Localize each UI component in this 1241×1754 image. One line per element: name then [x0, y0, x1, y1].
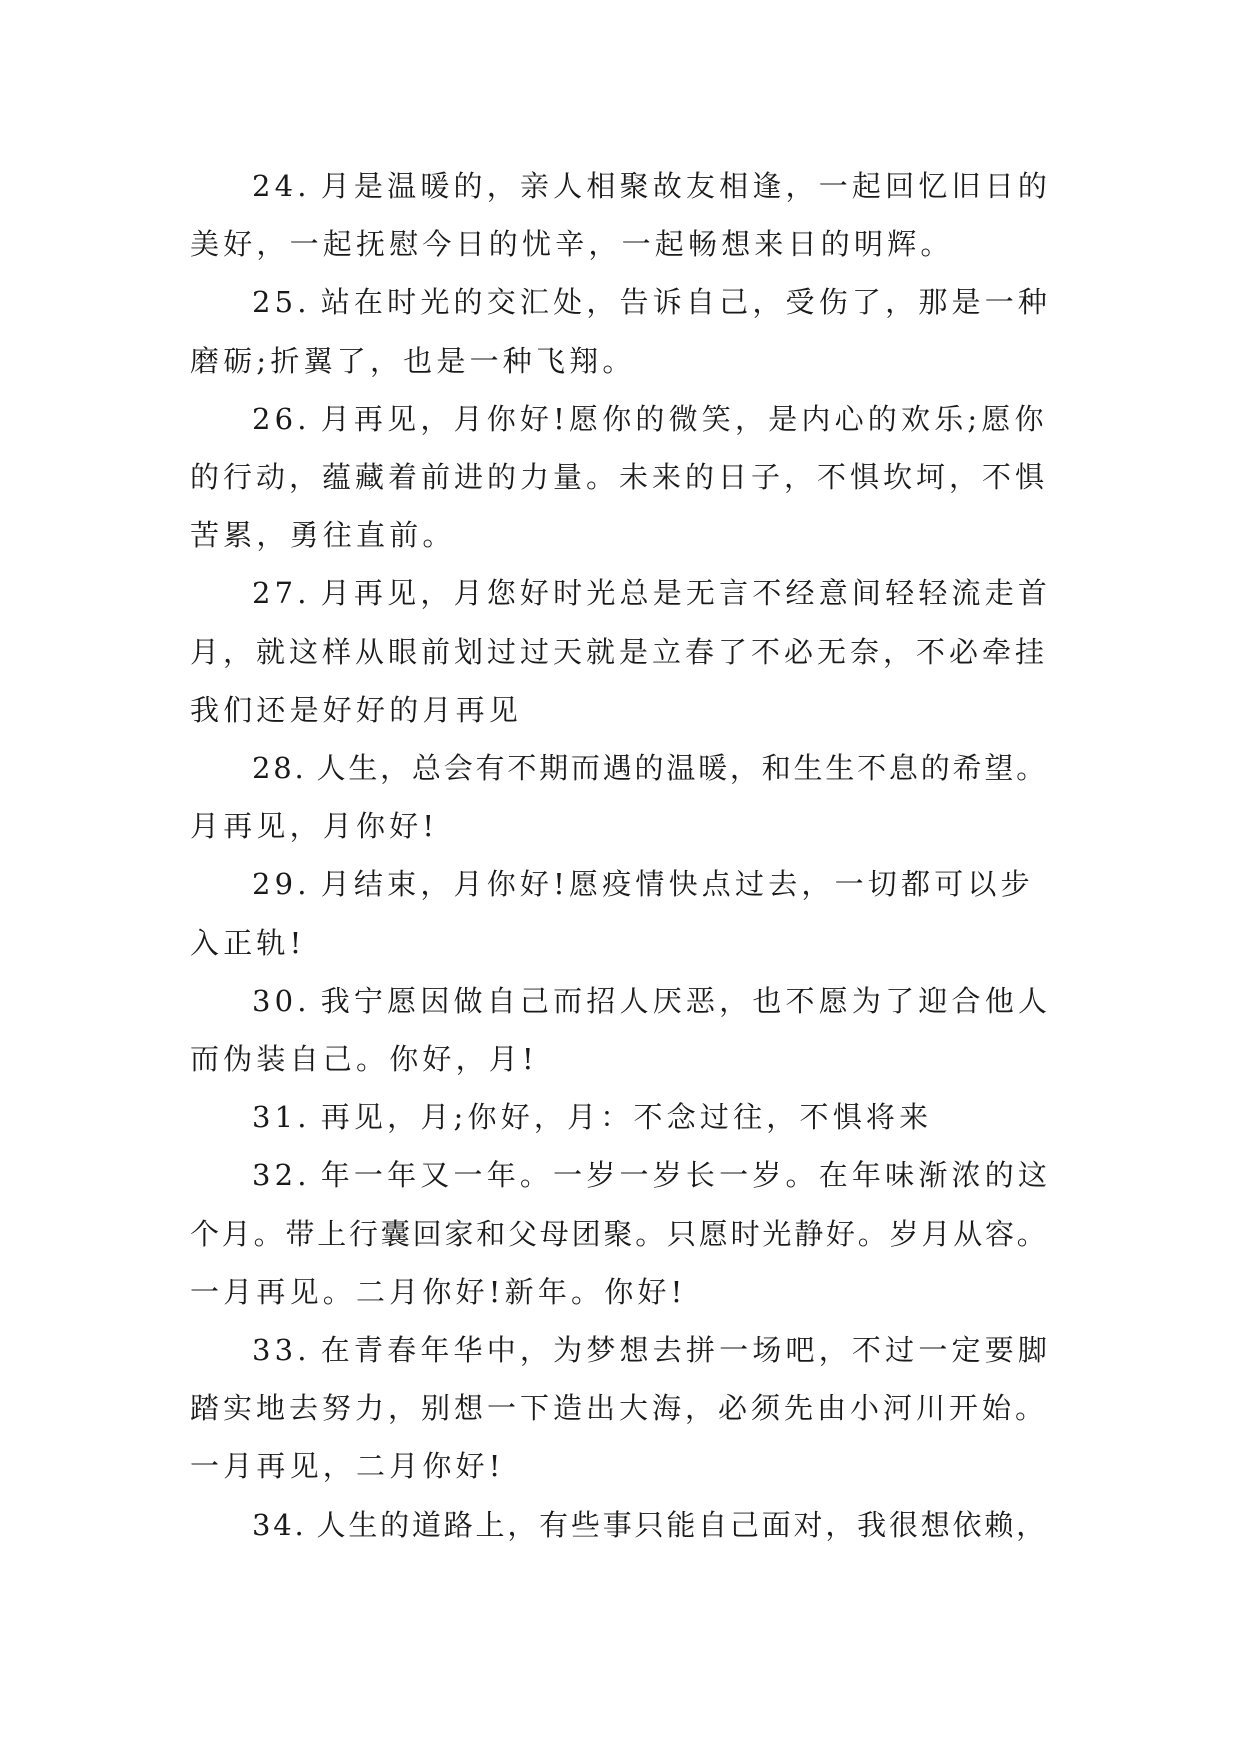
paragraph-text: 月结束，月你好!愿疫情快点过去，一切都可以步 [320, 867, 1034, 902]
paragraph-number: 25. [252, 285, 311, 320]
paragraph-text: 月，就这样从眼前划过过天就是立春了不必无奈，不必牵挂 [190, 634, 1049, 669]
paragraph-line [190, 564, 1052, 622]
paragraph-number: 32. [252, 1158, 311, 1193]
paragraph [190, 1496, 1052, 1554]
paragraph-line [190, 1263, 1052, 1321]
paragraph-line [190, 1030, 1052, 1088]
paragraph-line [190, 273, 1052, 331]
paragraph-line [190, 681, 1052, 739]
paragraph-text: 我宁愿因做自己而招人厌恶，也不愿为了迎合他人 [320, 983, 1052, 1018]
paragraph-text: 月再见，月你好!愿你的微笑，是内心的欢乐;愿你 [320, 401, 1048, 436]
paragraph-line [190, 1205, 1052, 1263]
paragraph-text: 人生的道路上，有些事只能自己面对，我很想依赖， [316, 1507, 1048, 1542]
paragraph-line [190, 1088, 1052, 1146]
paragraph-text: 而伪装自己。你好，月! [190, 1042, 538, 1077]
paragraph-line [190, 914, 1052, 972]
paragraph-text: 年一年又一年。一岁一岁长一岁。在年味渐浓的这 [320, 1158, 1052, 1193]
paragraph-line [190, 332, 1052, 390]
paragraph-number: 30. [252, 983, 311, 1018]
paragraph-number: 27. [252, 576, 311, 611]
paragraph-line [190, 1321, 1052, 1379]
paragraph-line [190, 972, 1052, 1030]
paragraph-text: 月再见，月你好! [190, 809, 439, 844]
paragraph-number: 31. [252, 1100, 311, 1135]
paragraph-line [190, 390, 1052, 448]
paragraph [190, 1088, 1052, 1146]
paragraph [190, 1321, 1052, 1496]
paragraph-text: 月再见，月您好时光总是无言不经意间轻轻流走首 [320, 576, 1052, 611]
paragraph-text: 踏实地去努力，别想一下造出大海，必须先由小河川开始。 [190, 1391, 1049, 1426]
paragraph-text: 入正轨! [190, 925, 306, 960]
paragraph [190, 739, 1052, 855]
paragraph-line [190, 1496, 1052, 1554]
paragraph-number: 26. [252, 401, 311, 436]
paragraph-text: 人生，总会有不期而遇的温暖，和生生不息的希望。 [316, 751, 1048, 786]
paragraph-line [190, 855, 1052, 913]
paragraph-text: 美好，一起抚慰今日的忧辛，一起畅想来日的明辉。 [190, 227, 954, 262]
paragraph [190, 855, 1052, 971]
paragraph-text: 站在时光的交汇处，告诉自己，受伤了，那是一种 [320, 285, 1052, 320]
paragraph-line [190, 623, 1052, 681]
paragraph-text: 一月再见。二月你好!新年。你好! [190, 1274, 687, 1309]
paragraph-text: 月是温暖的，亲人相聚故友相逢，一起回忆旧日的 [320, 169, 1052, 203]
paragraph-text: 在青春年华中，为梦想去拼一场吧，不过一定要脚 [320, 1333, 1052, 1368]
paragraph [190, 390, 1052, 565]
paragraph-text: 的行动，蕴藏着前进的力量。未来的日子，不惧坎坷，不惧 [190, 460, 1049, 495]
paragraph-text: 一月再见，二月你好! [190, 1449, 505, 1484]
paragraph-line [190, 157, 1052, 215]
paragraph-line [190, 739, 1052, 797]
paragraph-line [190, 215, 1052, 273]
paragraph [190, 157, 1052, 273]
paragraph-number: 34. [252, 1507, 307, 1542]
paragraph [190, 972, 1052, 1088]
paragraph-number: 29. [252, 867, 311, 902]
paragraph [190, 564, 1052, 739]
paragraph [190, 1146, 1052, 1321]
paragraph-line [190, 1146, 1052, 1204]
paragraph-line [190, 506, 1052, 564]
paragraph-number: 28. [252, 751, 307, 786]
paragraph-line [190, 797, 1052, 855]
paragraph-line [190, 1437, 1052, 1495]
paragraph-text: 再见，月;你好，月：不念过往，不惧将来 [320, 1100, 933, 1135]
paragraph-text: 苦累，勇往直前。 [190, 518, 456, 553]
paragraph-text: 个月。带上行囊回家和父母团聚。只愿时光静好。岁月从容。 [190, 1216, 1049, 1251]
paragraph-line [190, 448, 1052, 506]
paragraph-text: 磨砺;折翼了，也是一种飞翔。 [190, 343, 636, 378]
document-body [190, 157, 1052, 1554]
paragraph [190, 273, 1052, 389]
paragraph-text: 我们还是好好的月再见 [190, 692, 523, 727]
paragraph-number: 33. [252, 1333, 311, 1368]
paragraph-line [190, 1379, 1052, 1437]
paragraph-number: 24. [252, 169, 311, 203]
